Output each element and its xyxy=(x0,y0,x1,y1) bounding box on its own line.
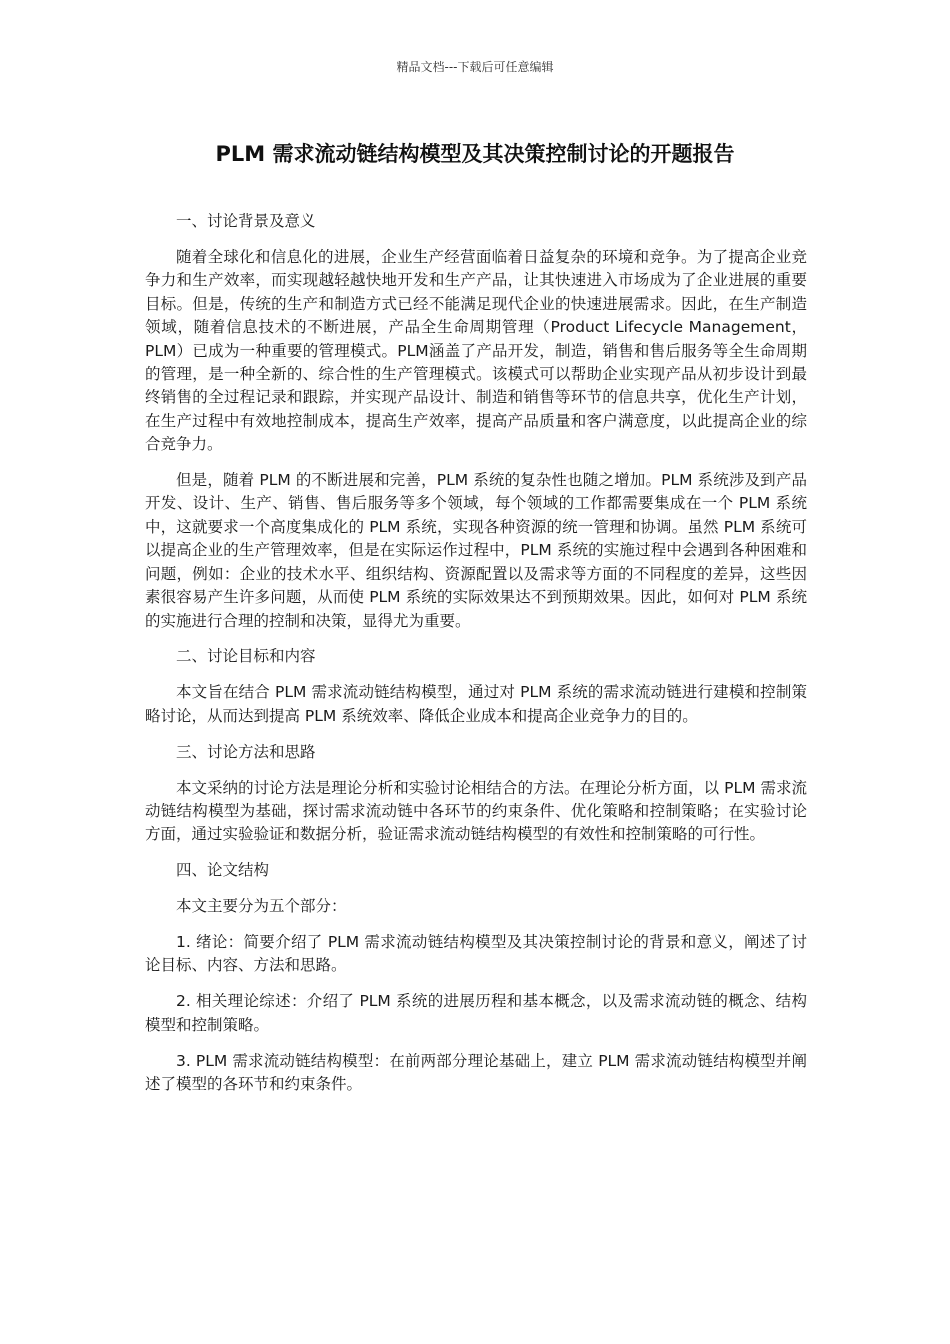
paragraph-background-1: 随着全球化和信息化的进展，企业生产经营面临着日益复杂的环境和竞争。为了提高企业竞争力和生产效率，而实现越轻越快地开发和生产产品，让其快速进入市场成为了企业进展的重要目标。但是，传统的生产和制造方式已经不能满足现代企业的快速进展需求。因此，在生产制造领域，随着信息技术的不断进展，产品全生命周期管理（Product Lifecycle Management，PLM）已成为一种重要的管理模式。PLM涵盖了产品开发，制造，销售和售后服务等全生命周期的管理，是一种全新的、综合性的生产管理模式。该模式可以帮助企业实现产品从初步设计到最终销售的全过程记录和跟踪，并实现产品设计、制造和销售等环节的信息共享，优化生产计划，在生产过程中有效地控制成本，提高生产效率，提高产品质量和客户满意度，以此提高企业的综合竞争力。 xyxy=(145,247,807,454)
section-heading-goals: 二、讨论目标和内容 xyxy=(176,647,316,666)
document-body xyxy=(145,210,807,1109)
paragraph-goals: 本文旨在结合 PLM 需求流动链结构模型，通过对 PLM 系统的需求流动链进行建模和控制策略讨论，从而达到提高 PLM 系统效率、降低企业成本和提高企业竞争力的目的。 xyxy=(145,683,807,725)
paragraph-structure-intro: 本文主要分为五个部分： xyxy=(176,897,347,916)
section-heading-methods: 三、讨论方法和思路 xyxy=(176,742,316,761)
paragraph-background-2: 但是，随着 PLM 的不断进展和完善，PLM 系统的复杂性也随之增加。PLM 系统涉及到产品开发、设计、生产、销售、售后服务等多个领域，每个领域的工作都需要集成在一个 PLM 系统中，这就要求一个高度集成化的 PLM 系统，实现各种资源的统一管理和协调。虽然 PLM 系统可以提高企业的生产管理效率，但是在实际运作过程中，PLM 系统的实施过程中会遇到各种困难和问题，例如：企业的技术水平、组织结构、资源配置以及需求等方面的不同程度的差异，这些因素很容易产生许多问题，从而使 PLM 系统的实际效果达不到预期效果。因此，如何对 PLM 系统的实施进行合理的控制和决策，显得尤为重要。 xyxy=(145,471,807,630)
header-note: 精品文档---下载后可任意编辑 xyxy=(396,60,554,74)
list-item-part-1: 1. 绪论：简要介绍了 PLM 需求流动链结构模型及其决策控制讨论的背景和意义，阐述了讨论目标、内容、方法和思路。 xyxy=(145,933,807,975)
section-heading-structure: 四、论文结构 xyxy=(176,861,270,880)
list-item-part-3: 3. PLM 需求流动链结构模型：在前两部分理论基础上，建立 PLM 需求流动链结构模型并阐述了模型的各环节和约束条件。 xyxy=(145,1051,807,1094)
document-title: PLM 需求流动链结构模型及其决策控制讨论的开题报告 xyxy=(215,142,735,166)
section-heading-background: 一、讨论背景及意义 xyxy=(176,212,316,230)
list-item-part-2: 2. 相关理论综述：介绍了 PLM 系统的进展历程和基本概念，以及需求流动链的概念、结构模型和控制策略。 xyxy=(145,992,807,1034)
paragraph-methods: 本文采纳的讨论方法是理论分析和实验讨论相结合的方法。在理论分析方面，以 PLM 需求流动链结构模型为基础，探讨需求流动链中各环节的约束条件、优化策略和控制策略；在实验讨论方面，通过实验验证和数据分析，验证需求流动链结构模型的有效性和控制策略的可行性。 xyxy=(145,778,807,844)
